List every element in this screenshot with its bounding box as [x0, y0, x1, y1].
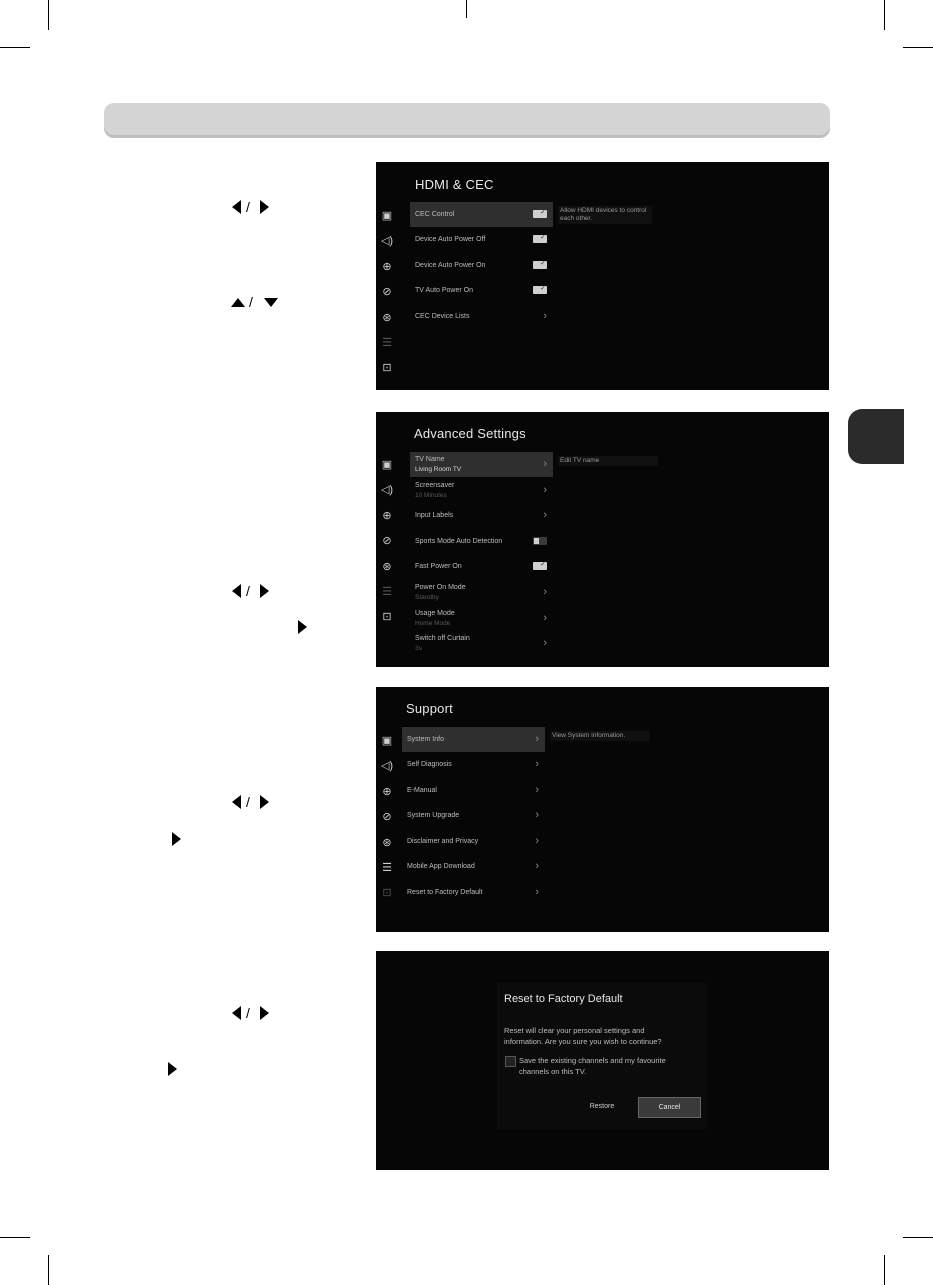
hdmi-cec-screen	[376, 162, 829, 390]
menu-item-system-upgrade[interactable]	[402, 803, 545, 828]
toggle-on[interactable]	[533, 261, 547, 269]
menu-item-usage-mode[interactable]	[410, 606, 553, 631]
right-arrow-icon	[260, 200, 269, 214]
chevron-right-icon: ›	[543, 612, 547, 624]
chevron-right-icon: ›	[543, 484, 547, 496]
right-arrow-icon	[260, 584, 269, 598]
menu-item-input-labels[interactable]	[410, 503, 553, 528]
channel-icon[interactable]: ⊘	[382, 535, 392, 547]
channel-icon[interactable]: ⊘	[382, 286, 392, 298]
screen-title: HDMI & CEC	[415, 177, 494, 192]
menu-item-label: TV Name	[415, 456, 445, 463]
system-icon[interactable]: ☰	[382, 337, 392, 349]
screen-title: Advanced Settings	[414, 426, 526, 441]
slash-separator: /	[249, 294, 253, 310]
accessibility-icon[interactable]: ⊛	[382, 312, 392, 324]
reset-dialog-screen	[376, 951, 829, 1170]
menu-item-label: Device Auto Power Off	[415, 236, 486, 243]
left-arrow-icon	[232, 200, 241, 214]
right-arrow-icon	[260, 795, 269, 809]
menu-item-disclaimer-privacy[interactable]	[402, 829, 545, 854]
menu-item-label: Power On Mode	[415, 584, 466, 591]
menu-item-power-on-mode[interactable]	[410, 580, 553, 605]
menu-item-value: 3s	[415, 645, 422, 652]
menu-item-value: Home Mode	[415, 620, 451, 627]
network-icon[interactable]: ⊕	[382, 510, 392, 522]
restore-button[interactable]: Restore	[589, 1103, 615, 1110]
toggle-on[interactable]	[533, 235, 547, 243]
menu-item-label: CEC Device Lists	[415, 313, 470, 320]
cancel-button[interactable]: Cancel	[638, 1097, 701, 1118]
checkbox-label: channels on this TV.	[519, 1067, 587, 1076]
toggle-on[interactable]	[533, 562, 547, 570]
menu-item-label: Sports Mode Auto Detection	[415, 538, 503, 545]
slash-separator: /	[246, 583, 250, 599]
menu-item-label: System Info	[407, 736, 444, 743]
menu-item-cec-control[interactable]	[410, 202, 553, 227]
dialog-message-line: information. Are you sure you wish to continue?	[504, 1037, 662, 1046]
toggle-on[interactable]	[533, 210, 547, 218]
center-mark	[466, 0, 467, 18]
chevron-right-icon: ›	[535, 835, 539, 847]
support-screen	[376, 687, 829, 932]
toggle-off[interactable]	[533, 537, 547, 545]
accessibility-icon[interactable]: ⊛	[382, 837, 392, 849]
crop-mark	[903, 47, 933, 48]
menu-item-screensaver[interactable]	[410, 478, 553, 503]
chevron-right-icon: ›	[543, 586, 547, 598]
left-arrow-icon	[232, 584, 241, 598]
network-icon[interactable]: ⊕	[382, 786, 392, 798]
chapter-tab	[848, 409, 904, 464]
chevron-right-icon: ›	[535, 733, 539, 745]
chevron-right-icon: ›	[543, 509, 547, 521]
chevron-right-icon: ›	[543, 637, 547, 649]
screen-title: Support	[406, 701, 453, 716]
dialog-title: Reset to Factory Default	[504, 993, 623, 1005]
section-header-bar	[104, 103, 830, 138]
system-icon[interactable]: ☰	[382, 586, 392, 598]
picture-icon[interactable]: ▣	[381, 210, 393, 222]
item-description: Allow HDMI devices to control each other.	[558, 206, 652, 224]
category-icon-column	[380, 735, 398, 905]
up-arrow-icon	[231, 298, 245, 307]
chevron-right-icon: ›	[535, 758, 539, 770]
sound-icon[interactable]: ◁)	[380, 484, 394, 496]
reset-dialog	[497, 983, 707, 1129]
menu-item-label: Usage Mode	[415, 610, 455, 617]
dialog-message-line: Reset will clear your personal settings and	[504, 1026, 645, 1035]
menu-item-label: E-Manual	[407, 787, 437, 794]
menu-item-fast-power-on[interactable]	[410, 554, 553, 579]
checkbox-label: Save the existing channels and my favourite	[519, 1056, 666, 1065]
menu-item-label: Fast Power On	[415, 563, 462, 570]
system-icon[interactable]: ☰	[382, 862, 392, 874]
support-icon[interactable]: ⊡	[382, 887, 392, 899]
slash-separator: /	[246, 199, 250, 215]
chevron-right-icon: ›	[535, 886, 539, 898]
down-arrow-icon	[264, 298, 278, 307]
sound-icon[interactable]: ◁)	[380, 760, 394, 772]
menu-item-switch-off-curtain[interactable]	[410, 631, 553, 656]
left-arrow-icon	[232, 795, 241, 809]
menu-item-label: TV Auto Power On	[415, 287, 473, 294]
crop-mark	[884, 1255, 885, 1285]
menu-item-value: Standby	[415, 594, 439, 601]
menu-item-self-diagnosis[interactable]	[402, 752, 545, 777]
menu-item-label: Mobile App Download	[407, 863, 475, 870]
menu-item-mobile-app-download[interactable]	[402, 854, 545, 879]
category-icon-column	[380, 459, 398, 629]
chevron-right-icon: ›	[535, 809, 539, 821]
channel-icon[interactable]: ⊘	[382, 811, 392, 823]
slash-separator: /	[246, 1005, 250, 1021]
menu-item-label: Reset to Factory Default	[407, 889, 483, 896]
menu-item-label: Input Labels	[415, 512, 454, 519]
menu-item-label: Device Auto Power On	[415, 262, 486, 269]
menu-item-label: Disclaimer and Privacy	[407, 838, 479, 845]
item-description: View System information.	[550, 731, 650, 741]
menu-item-sports-mode[interactable]	[410, 529, 553, 554]
menu-item-system-info[interactable]	[402, 727, 545, 752]
picture-icon[interactable]: ▣	[381, 735, 393, 747]
crop-mark	[48, 1255, 49, 1285]
menu-item-label: CEC Control	[415, 211, 455, 218]
network-icon[interactable]: ⊕	[382, 261, 392, 273]
accessibility-icon[interactable]: ⊛	[382, 561, 392, 573]
sound-icon[interactable]: ◁)	[380, 235, 394, 247]
toggle-on[interactable]	[533, 286, 547, 294]
right-arrow-icon	[260, 1006, 269, 1020]
chevron-right-icon: ›	[535, 784, 539, 796]
category-icon-column	[380, 210, 398, 380]
right-arrow-icon	[168, 1062, 177, 1076]
crop-mark	[48, 0, 49, 30]
save-channels-checkbox[interactable]	[505, 1056, 516, 1067]
right-arrow-icon	[298, 620, 307, 634]
menu-item-label: Screensaver	[415, 482, 455, 489]
crop-mark	[0, 47, 30, 48]
menu-item-label: Self Diagnosis	[407, 761, 452, 768]
right-arrow-icon	[172, 832, 181, 846]
menu-item-device-auto-power-off[interactable]	[410, 227, 553, 252]
menu-item-value: Living Room TV	[415, 466, 462, 473]
slash-separator: /	[246, 794, 250, 810]
menu-item-cec-device-lists[interactable]	[410, 304, 553, 329]
picture-icon[interactable]: ▣	[381, 459, 393, 471]
menu-item-tv-auto-power-on[interactable]	[410, 278, 553, 303]
support-icon[interactable]: ⊡	[382, 362, 392, 374]
support-icon[interactable]: ⊡	[382, 611, 392, 623]
menu-item-reset-factory-default[interactable]	[402, 880, 545, 905]
menu-item-label: Switch off Curtain	[415, 635, 470, 642]
crop-mark	[903, 1237, 933, 1238]
menu-item-tv-name[interactable]	[410, 452, 553, 477]
chevron-right-icon: ›	[535, 860, 539, 872]
left-arrow-icon	[232, 1006, 241, 1020]
chevron-right-icon: ›	[543, 458, 547, 470]
menu-item-e-manual[interactable]	[402, 778, 545, 803]
menu-item-value: 10 Minutes	[415, 492, 447, 499]
menu-item-label: System Upgrade	[407, 812, 460, 819]
crop-mark	[0, 1237, 30, 1238]
chevron-right-icon: ›	[543, 310, 547, 322]
item-description: Edit TV name	[558, 456, 658, 466]
advanced-settings-screen	[376, 412, 829, 667]
menu-item-device-auto-power-on[interactable]	[410, 253, 553, 278]
crop-mark	[884, 0, 885, 30]
